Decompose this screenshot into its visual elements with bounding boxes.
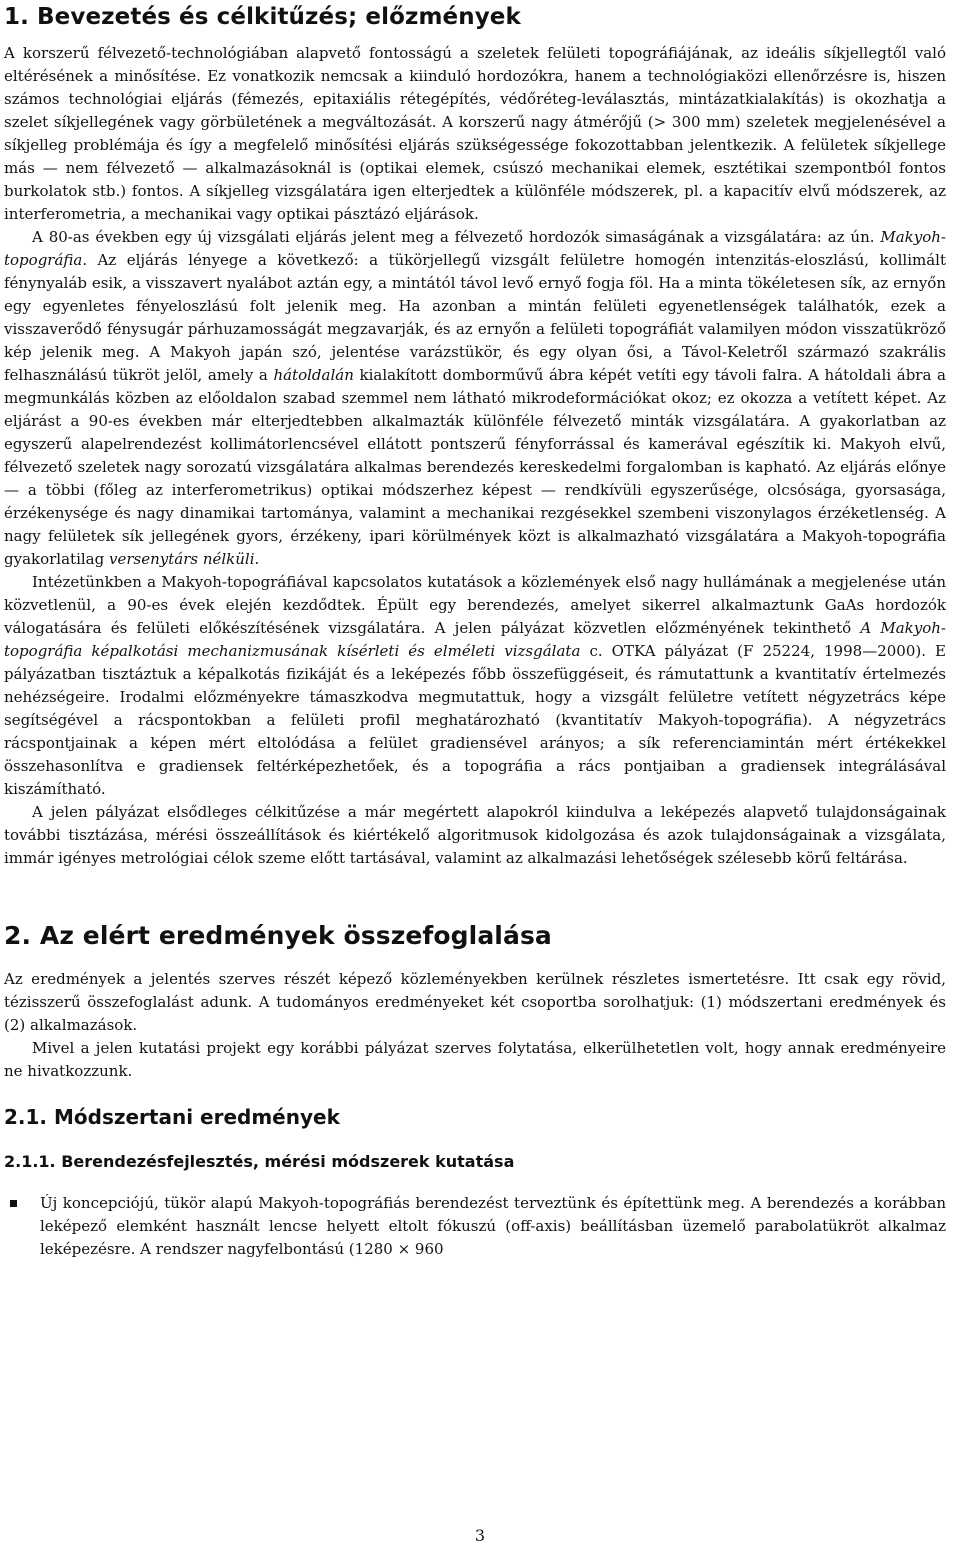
- section-2-1-heading: 2.1. Módszertani eredmények: [4, 1105, 340, 1129]
- italic-term-backside: hátoldalán: [273, 366, 354, 384]
- section-1-paragraph-4: A jelen pályázat elsődleges célkitűzése a már megértett alapokról kiindulva a leképezés alapvető tulajdonságainak további tisztázása, mérési összeállítások és kiértékelő algoritmusok kidolgozása és azok tulajdonságainak a vizsgálata, immár igényes metrológiai célok szeme előtt tartásával, valamint az alkalmazási lehetőségek szélesebb körű feltárása.: [4, 803, 946, 867]
- italic-term-competitor: versenytárs nélküli: [109, 550, 255, 568]
- section-1-paragraph-1: A korszerű félvezető-technológiában alapvető fontosságú a szeletek felületi topográfiájának, az ideális síkjellegtől való eltérésének a minősítése. Ez vonatkozik nemcsak a kiinduló hordozókra, hanem a technológiaközi ellenőrzésre is, hiszen számos technológiai eljárás (fémezés, epitaxiális rétegépítés, védőréteg-leválasztás, mintázatkialakítás) is okozhatja a szelet síkjellegének vagy görbületének a megváltozását. A korszerű nagy átmérőjű (> 300 mm) szeletek megjelenésével a síkjelleg problémája és így a megfelelő minősítési eljárás szükségessége fokozottabban jelentkezik. A felületek síkjellege más — nem félvezető — alkalmazásoknál is (optikai elemek, csúszó mechanikai elemek, esztétikai szempontból fontos burkolatok stb.) fontos. A síkjelleg vizsgálatára igen elterjedtek a különféle módszerek, pl. a kapacitív elvű módszerek, az interferometria, a mechanikai vagy optikai pásztázó eljárások.: [4, 44, 946, 223]
- italic-project-title: A Makyoh-topográfia képalkotási mechanizmusának kísérleti és elméleti vizsgálata: [4, 619, 946, 660]
- bullet-list: [4, 1192, 946, 1261]
- section-2-heading: 2. Az elért eredmények összefoglalása: [4, 921, 552, 950]
- square-bullet-icon: [10, 1200, 17, 1207]
- section-1-paragraph-3: [4, 571, 946, 801]
- section-2-paragraph-1: Az eredmények a jelentés szerves részét képező közleményekben kerülnek részletes ismertetésre. Itt csak egy rövid, tézisszerű összefoglalást adunk. A tudományos eredményeket két csoportba sorolhatjuk: (1) módszertani eredmények és (2) alkalmazások.: [4, 970, 946, 1034]
- section-2-paragraph-2: Mivel a jelen kutatási projekt egy korábbi pályázat szerves folytatása, elkerülhetetlen volt, hogy annak eredményeire ne hivatkozzunk.: [4, 1039, 946, 1080]
- text-run: Intézetünkben a Makyoh-topográfiával kapcsolatos kutatások a közlemények első nagy hullámának a megjelenése után közvetlenül, a 90-es évek elején kezdődtek. Épült egy berendezés, amelyet sikerrel alkalmaztunk GaAs hordozók válogatására és felületi előkészítésének vizsgálatára. A jelen pályázat közvetlen előzményének tekinthető: [4, 573, 946, 637]
- page-number: 3: [474, 1526, 486, 1545]
- text-run: c. OTKA pályázat (F 25224, 1998—2000). E pályázatban tisztáztuk a képalkotás fizikáját és a leképezés főbb összefüggéseit, és rámutattunk a kvantitatív értelmezés nehézségeire. Irodalmi előzményekre támaszkodva megmutattuk, hogy a vizsgált felületre vetített négyzetrács képe segítségével a rácspontokban a felületi profil meghatározható (kvantitatív Makyoh-topográfia). A négyzetrács rácspontjainak a képen mért eltolódása a felület gradiensével arányos; a sík referenciamintán mért értékekkel összehasonlítva e gradiensek feltérképezhetőek, és a topográfia a rács pontjaiban a gradiensek integrálásával kiszámítható.: [4, 642, 946, 798]
- list-item: [4, 1192, 946, 1261]
- section-2-1-1-heading: 2.1.1. Berendezésfejlesztés, mérési módszerek kutatása: [4, 1152, 515, 1171]
- section-1-heading: 1. Bevezetés és célkitűzés; előzmények: [4, 4, 521, 30]
- text-run: A 80-as években egy új vizsgálati eljárás jelent meg a félvezető hordozók simaságának a vizsgálatára: az ún.: [32, 228, 881, 246]
- italic-term-makyoh: Makyoh-topográfia: [4, 228, 946, 269]
- text-run: .: [254, 550, 260, 568]
- list-item-text: Új koncepciójú, tükör alapú Makyoh-topográfiás berendezést terveztünk és építettünk meg. A berendezés a korábban leképező elemként használt lencse helyett eltolt fókuszú (off-axis) beállításban üzemelő parabolatükröt alkalmaz leképezésre. A rendszer nagyfelbontású (1280 × 960: [40, 1194, 946, 1258]
- text-run: kialakított domborművű ábra képét vetíti egy távoli falra. A hátoldali ábra a megmunkálás közben az előoldalon szabad szemmel nem látható mikrodeformációkat okoz; ez okozza a vetített képet. Az eljárást a 90-es években már elterjedtebben alkalmazták különféle félvezető minták vizsgálatára. A gyakorlatban az egyszerű alapelrendezést kollimátorlencsével ellátott pontszerű fényforrással és kamerával egészítik ki. Makyoh elvű, félvezető szeletek nagy sorozatú vizsgálatára alkalmas berendezés kereskedelmi forgalomban is kapható. Az eljárás előnye — a többi (főleg az interferometrikus) optikai módszerhez képest — rendkívüli egyszerűsége, olcsósága, gyorsasága, érzékenysége és nagy dinamikai tartománya, valamint a mechanikai rezgésekkel szembeni viszonylagos érzéketlenség. A nagy felületek sík jellegének gyors, érzékeny, ipari körülmények közt is alkalmazható vizsgálatára a Makyoh-topográfia gyakorlatilag: [4, 366, 946, 568]
- text-run: . Az eljárás lényege a következő: a tükörjellegű vizsgált felületre homogén intenzitás-eloszlású, kollimált fénynyaláb esik, a visszavert nyalábot aztán egy, a mintától távol levő ernyő fogja föl. Ha a minta tökéletesen sík, az ernyőn egy egyenletes fényeloszlású folt jelenik meg. Ha azonban a mintán felületi egyenetlenségek találhatók, ezek a visszaverődő fénysugár párhuzamosságát megzavarják, és az ernyőn a felületi topográfiát valamilyen módon visszatükröző kép jelenik meg. A Makyoh japán szó, jelentése varázstükör, és egy olyan ősi, a Távol-Keletről származó szakrális felhasználású tükröt jelöl, amely a: [4, 251, 946, 384]
- section-1-paragraph-2: [4, 226, 946, 571]
